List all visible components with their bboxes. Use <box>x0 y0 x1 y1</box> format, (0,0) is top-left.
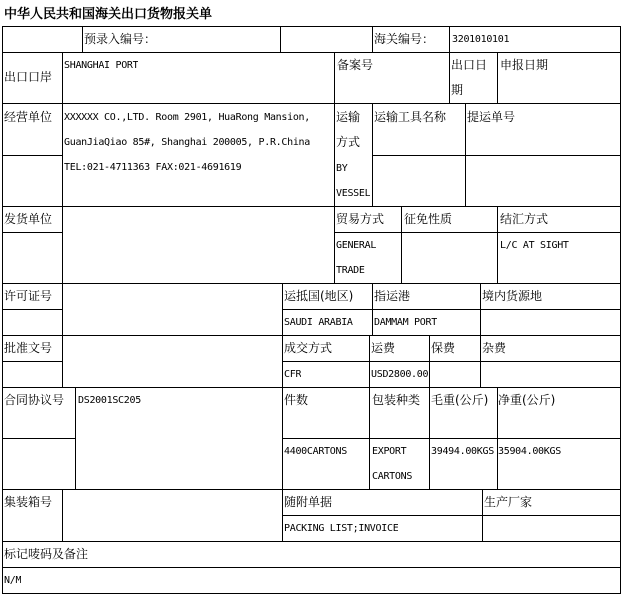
grid-line <box>369 335 370 388</box>
form-title: 中华人民共和国海关出口货物报关单 <box>4 7 213 22</box>
customs-no-label: 海关编号： <box>374 32 435 46</box>
grid-line <box>334 52 335 104</box>
grid-line <box>334 103 335 284</box>
customs-no-value: 3201010101 <box>452 34 510 45</box>
grid-line <box>465 103 466 207</box>
grid-line <box>372 155 621 156</box>
grid-line <box>372 103 373 207</box>
grid-line <box>62 103 63 284</box>
grid-line <box>282 283 283 336</box>
grid-line <box>280 26 281 53</box>
grid-line <box>2 103 621 104</box>
grid-line <box>369 387 370 490</box>
gross-weight-value: 39494.00KGS <box>431 446 494 457</box>
contract-no-value: DS2001SC205 <box>78 395 141 406</box>
documents-label: 随附单据 <box>284 495 333 509</box>
grid-line <box>372 26 373 53</box>
consignor-label: 发货单位 <box>4 212 53 226</box>
destination-port-value: DAMMAM PORT <box>374 317 437 328</box>
packages-label: 件数 <box>284 393 309 407</box>
export-date-label: 出口日期 <box>451 58 488 97</box>
grid-line <box>449 52 450 104</box>
grid-line <box>429 335 430 388</box>
grid-line <box>82 26 83 53</box>
contract-no-label: 合同协议号 <box>4 393 65 407</box>
freight-value: USD2800.00 <box>371 369 429 380</box>
destination-port-label: 指运港 <box>374 289 411 303</box>
bl-no-label: 提运单号 <box>467 110 516 124</box>
grid-line <box>497 206 498 284</box>
grid-line <box>2 232 63 233</box>
grid-line <box>282 335 283 388</box>
export-port-value: SHANGHAI PORT <box>64 60 139 71</box>
packages-value: 4400CARTONS <box>284 446 347 457</box>
net-weight-label: 净重(公斤) <box>498 393 556 407</box>
grid-line <box>372 283 373 336</box>
insurance-label: 保费 <box>431 341 456 355</box>
transport-mode-label: 运输方式 <box>336 110 361 149</box>
grid-line <box>282 361 621 362</box>
grid-line <box>2 361 63 362</box>
net-weight-value: 35904.00KGS <box>498 446 561 457</box>
package-type-label: 包装种类 <box>372 393 421 407</box>
misc-fee-label: 杂费 <box>482 341 507 355</box>
grid-line <box>480 283 481 336</box>
package-type-value: EXPORT CARTONS <box>372 446 413 482</box>
destination-country-label: 运抵国(地区) <box>284 289 354 303</box>
exemption-label: 征免性质 <box>404 212 453 226</box>
grid-line <box>2 438 76 439</box>
transaction-mode-value: CFR <box>284 369 302 380</box>
grid-line <box>449 26 450 53</box>
grid-line <box>282 387 283 490</box>
business-unit-value: XXXXXX CO.,LTD. Room 2901, HuaRong Mansion, GuanJiaQiao 85#, Shanghai 200005, P.R.China TEL:021-4711363 FAX:021-4691619 <box>64 112 310 173</box>
transport-mode-value: BY VESSEL <box>336 163 370 199</box>
domestic-source-label: 境内货源地 <box>482 289 543 303</box>
marks-label: 标记唛码及备注 <box>4 547 89 561</box>
grid-line <box>62 489 63 542</box>
grid-line <box>62 52 63 104</box>
grid-line <box>2 593 621 594</box>
grid-line <box>75 387 76 490</box>
declare-date-label: 申报日期 <box>500 58 549 72</box>
business-unit-label: 经营单位 <box>4 110 53 124</box>
gross-weight-label: 毛重(公斤) <box>431 393 489 407</box>
grid-line <box>2 541 621 542</box>
settlement-label: 结汇方式 <box>500 212 549 226</box>
record-no-label: 备案号 <box>337 58 374 72</box>
export-port-label: 出口口岸 <box>4 70 53 84</box>
grid-line <box>482 489 483 542</box>
grid-line <box>401 206 402 284</box>
approval-no-label: 批准文号 <box>4 341 53 355</box>
license-no-label: 许可证号 <box>4 289 53 303</box>
conveyance-name-label: 运输工具名称 <box>374 110 447 124</box>
settlement-value: L/C AT SIGHT <box>500 240 569 251</box>
grid-line <box>429 387 430 490</box>
marks-value: N/M <box>4 575 22 586</box>
grid-line <box>480 335 481 388</box>
grid-line <box>62 283 63 336</box>
grid-line <box>2 309 63 310</box>
preentry-label: 预录入编号： <box>84 32 157 46</box>
grid-line <box>282 489 283 542</box>
grid-line <box>497 52 498 104</box>
grid-line <box>2 567 621 568</box>
freight-label: 运费 <box>371 341 396 355</box>
grid-line <box>620 26 621 594</box>
manufacturer-label: 生产厂家 <box>484 495 533 509</box>
grid-line <box>2 26 3 594</box>
destination-country-value: SAUDI ARABIA <box>284 317 353 328</box>
transaction-mode-label: 成交方式 <box>284 341 333 355</box>
grid-line <box>2 155 63 156</box>
trade-mode-value: GENERAL TRADE <box>336 240 377 276</box>
grid-line <box>62 335 63 388</box>
documents-value: PACKING LIST;INVOICE <box>284 523 399 534</box>
trade-mode-label: 贸易方式 <box>336 212 385 226</box>
container-no-label: 集装箱号 <box>4 495 53 509</box>
